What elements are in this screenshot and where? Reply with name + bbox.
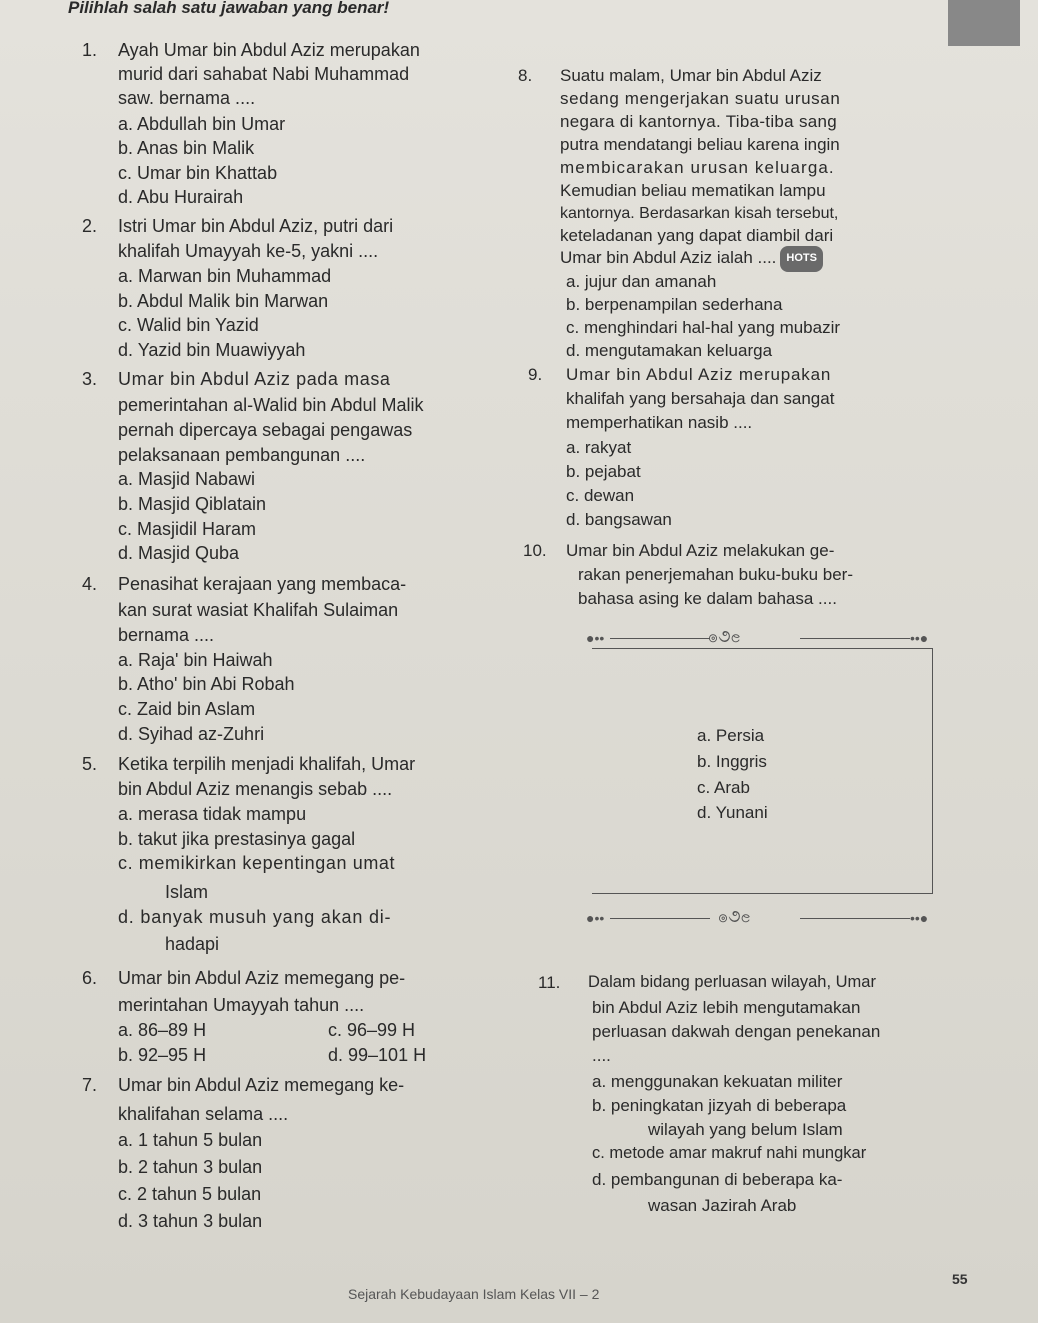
ornament-dots-right-bottom: ••● [910,910,929,926]
q11-text-line1: Dalam bidang perluasan wilayah, Umar [588,973,876,991]
q3-text-line2: pemerintahan al-Walid bin Abdul Malik [118,395,424,415]
q11-number: 11. [538,973,561,992]
q9-number: 9. [528,365,543,384]
ornament-dots-left-bottom: ●•• [586,910,605,926]
ornament-line-left-top [610,638,710,639]
q11-text-line3: perluasan dakwah dengan penekanan [592,1022,881,1041]
q6-option-b: b. 92–95 H [118,1045,207,1065]
q8-text-line4: putra mendatangi beliau karena ingin [560,135,840,154]
q1-number: 1. [82,40,98,60]
q8-text-line2: sedang mengerjakan suatu urusan [560,89,841,108]
q1-option-d: d. Abu Hurairah [118,187,244,207]
q4-number: 4. [82,574,98,594]
q5-option-a: a. merasa tidak mampu [118,804,307,824]
q8-text-line3: negara di kantornya. Tiba-tiba sang [560,112,838,131]
q10-text-line1: Umar bin Abdul Aziz melakukan ge- [566,541,835,560]
q5-option-d-cont: hadapi [165,934,220,954]
q7-option-c: c. 2 tahun 5 bulan [118,1184,262,1204]
q8-option-d: d. mengutamakan keluarga [566,341,773,360]
q4-text-line2: kan surat wasiat Khalifah Sulaiman [118,600,399,620]
q6-option-a: a. 86–89 H [118,1020,207,1040]
q9-text-line3: memperhatikan nasib .... [566,413,753,432]
q9-option-a: a. rakyat [566,438,632,457]
q3-text-line4: pelaksanaan pembangunan .... [118,445,366,465]
q7-number: 7. [82,1075,98,1095]
q8-text-line8: keteladanan yang dapat diambil dari [560,226,834,245]
hots-badge: HOTS [780,246,823,272]
ornament-swirl-bottom: ၜ૭ၔ [718,906,751,927]
q2-text-line1: Istri Umar bin Abdul Aziz, putri dari [118,216,394,236]
q5-text-line1: Ketika terpilih menjadi khalifah, Umar [118,754,416,774]
q3-number: 3. [82,369,98,389]
q11-text-line4: .... [592,1046,611,1065]
q9-option-d: d. bangsawan [566,510,672,529]
q6-option-d: d. 99–101 H [328,1045,427,1065]
q7-text-line2: khalifahan selama .... [118,1104,289,1124]
q8-text-line5: membicarakan urusan keluarga. [560,158,835,177]
q8-text-line6: Kemudian beliau mematikan lampu [560,181,826,200]
ornament-line-right-top [800,638,910,639]
q3-text-line3: pernah dipercaya sebagai pengawas [118,420,413,440]
q8-option-b: b. berpenampilan sederhana [566,295,783,314]
q8-option-c: c. menghindari hal-hal yang mubazir [566,318,841,337]
q4-text-line3: bernama .... [118,625,215,645]
q4-option-a: a. Raja' bin Haiwah [118,650,273,670]
q4-option-c: c. Zaid bin Aslam [118,699,256,719]
q7-option-b: b. 2 tahun 3 bulan [118,1157,263,1177]
q7-text-line1: Umar bin Abdul Aziz memegang ke- [118,1075,405,1095]
ornament-dots-right-top: ••● [910,630,929,646]
q8-text-line9 [560,246,823,272]
q8-text-line9-text: Umar bin Abdul Aziz ialah .... [560,248,777,268]
q9-text-line1: Umar bin Abdul Aziz merupakan [566,365,832,384]
q5-text-line2: bin Abdul Aziz menangis sebab .... [118,779,393,799]
q11-option-b: b. peningkatan jizyah di beberapa [592,1096,847,1115]
q11-option-d-cont: wasan Jazirah Arab [648,1196,797,1215]
q5-option-c-cont: Islam [165,882,209,902]
q1-text-line1: Ayah Umar bin Abdul Aziz merupakan [118,40,420,60]
page-footer: Sejarah Kebudayaan Islam Kelas VII – 2 [348,1286,600,1302]
q4-text-line1: Penasihat kerajaan yang membaca- [118,574,407,594]
q5-option-b: b. takut jika prestasinya gagal [118,829,356,849]
ornament-dots-left-top: ●•• [586,630,605,646]
q9-option-c: c. dewan [566,486,635,505]
q3-option-c: c. Masjidil Haram [118,519,257,539]
q2-number: 2. [82,216,98,236]
q2-text-line2: khalifah Umayyah ke-5, yakni .... [118,241,379,261]
q8-text-line1: Suatu malam, Umar bin Abdul Aziz [560,66,822,85]
q11-option-c: c. metode amar makruf nahi mungkar [592,1144,867,1162]
q6-number: 6. [82,968,98,988]
page-number: 55 [952,1271,968,1287]
q10-option-c: c. Arab [697,778,750,797]
ornament-line-left-bottom [610,918,710,919]
q9-text-line2: khalifah yang bersahaja dan sangat [566,389,835,408]
q8-option-a: a. jujur dan amanah [566,272,717,291]
q10-text-line3: bahasa asing ke dalam bahasa .... [578,589,837,608]
q1-option-c: c. Umar bin Khattab [118,163,278,183]
q1-text-line2: murid dari sahabat Nabi Muhammad [118,64,410,84]
q6-option-c: c. 96–99 H [328,1020,416,1040]
instruction-title: Pilihlah salah satu jawaban yang benar! [68,0,390,17]
q10-text-line2: rakan penerjemahan buku-buku ber- [578,565,854,584]
q4-option-b: b. Atho' bin Abi Robah [118,674,295,694]
q11-option-a: a. menggunakan kekuatan militer [592,1072,843,1091]
q3-option-d: d. Masjid Quba [118,543,240,563]
q5-option-d: d. banyak musuh yang akan di- [118,907,392,927]
q11-option-d: d. pembangunan di beberapa ka- [592,1170,843,1189]
q5-option-c: c. memikirkan kepentingan umat [118,853,396,873]
q11-text-line2: bin Abdul Aziz lebih mengutamakan [592,998,861,1017]
q4-option-d: d. Syihad az-Zuhri [118,724,265,744]
ornament-line-right-bottom [800,918,910,919]
q9-option-b: b. pejabat [566,462,641,481]
q3-option-b: b. Masjid Qiblatain [118,494,267,514]
q3-text-line1: Umar bin Abdul Aziz pada masa [118,369,391,389]
q10-option-b: b. Inggris [697,752,767,771]
q1-text-line3: saw. bernama .... [118,88,256,108]
q8-number: 8. [518,66,533,85]
q6-text-line1: Umar bin Abdul Aziz memegang pe- [118,968,406,988]
q6-text-line2: merintahan Umayyah tahun .... [118,995,365,1015]
q2-option-a: a. Marwan bin Muhammad [118,266,332,286]
qr-code-image [948,0,1020,46]
q5-number: 5. [82,754,98,774]
q2-option-b: b. Abdul Malik bin Marwan [118,291,329,311]
q8-text-line7: kantornya. Berdasarkan kisah tersebut, [560,205,839,222]
ornament-swirl-top: ၜ૭ၔ [708,626,741,647]
q1-option-b: b. Anas bin Malik [118,138,255,158]
q7-option-a: a. 1 tahun 5 bulan [118,1130,263,1150]
q10-option-d: d. Yunani [697,803,768,822]
q1-option-a: a. Abdullah bin Umar [118,114,286,134]
q11-option-b-cont: wilayah yang belum Islam [648,1120,843,1139]
q7-option-d: d. 3 tahun 3 bulan [118,1211,263,1231]
q2-option-d: d. Yazid bin Muawiyyah [118,340,306,360]
q10-option-a: a. Persia [697,726,765,745]
q3-option-a: a. Masjid Nabawi [118,469,256,489]
q10-number: 10. [523,541,547,560]
q2-option-c: c. Walid bin Yazid [118,315,259,335]
